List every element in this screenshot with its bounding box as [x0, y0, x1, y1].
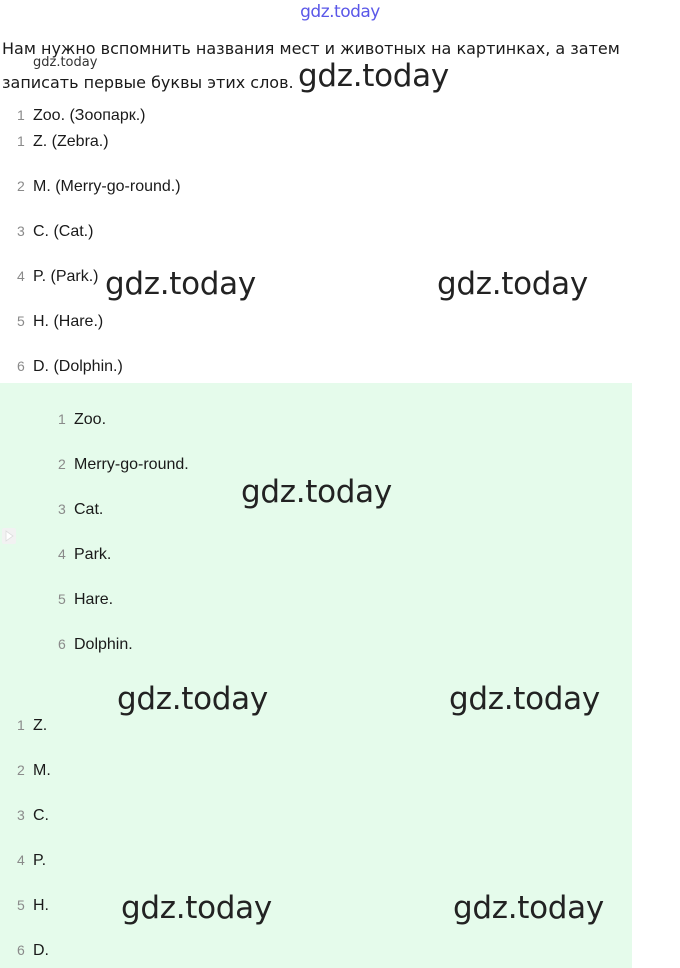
item-text: C.	[33, 807, 49, 824]
site-logo[interactable]: gdz.today	[300, 2, 380, 22]
watermark: gdz.today	[437, 266, 588, 302]
item-text: P. (Park.)	[33, 268, 99, 285]
watermark: gdz.today	[117, 681, 268, 717]
item-text: D.	[33, 942, 49, 959]
item-number: 2	[17, 178, 25, 194]
item-number: 2	[58, 456, 66, 472]
item-number: 3	[17, 223, 25, 239]
list-item	[58, 411, 106, 429]
list-item	[17, 178, 181, 196]
item-text: P.	[33, 852, 47, 869]
list-item	[17, 942, 49, 960]
play-arrow-icon[interactable]	[2, 528, 16, 544]
item-number: 6	[58, 636, 66, 652]
item-number: 5	[17, 313, 25, 329]
item-number: 4	[17, 268, 25, 284]
item-number: 4	[58, 546, 66, 562]
item-number: 6	[17, 942, 25, 958]
watermark: gdz.today	[121, 890, 272, 926]
list-item	[58, 546, 111, 564]
item-number: 1	[17, 133, 25, 149]
item-number: 5	[58, 591, 66, 607]
list-item	[17, 268, 99, 286]
item-text: Hare.	[74, 591, 114, 608]
watermark: gdz.today	[241, 474, 392, 510]
watermark: gdz.today	[449, 681, 600, 717]
item-number: 2	[17, 762, 25, 778]
list-item	[17, 807, 49, 825]
item-text: Cat.	[74, 501, 104, 518]
list-item	[58, 591, 113, 609]
item-text: D. (Dolphin.)	[33, 358, 123, 375]
item-text: M.	[33, 762, 51, 779]
list-item	[17, 107, 145, 125]
intro-text: Нам нужно вспомнить названия мест и животных на картинках, а затем записать первые буквы этих слов.	[2, 39, 620, 92]
list-item	[58, 636, 133, 654]
item-number: 1	[17, 107, 25, 123]
item-number: 3	[58, 501, 66, 517]
item-text: Z. (Zebra.)	[33, 133, 109, 150]
watermark: gdz.today	[453, 890, 604, 926]
list-item	[17, 717, 47, 735]
watermark-small: gdz.today	[33, 55, 98, 70]
item-text: Z.	[33, 717, 48, 734]
item-text: Merry-go-round.	[74, 456, 189, 473]
item-text: Zoo. (Зоопарк.)	[33, 107, 146, 124]
watermark: gdz.today	[105, 266, 256, 302]
item-number: 5	[17, 897, 25, 913]
list-item	[58, 456, 189, 474]
item-text: H. (Hare.)	[33, 313, 104, 330]
watermark: gdz.today	[298, 58, 449, 94]
list-item	[17, 897, 49, 915]
item-number: 1	[58, 411, 66, 427]
list-item	[17, 133, 109, 151]
item-text: H.	[33, 897, 49, 914]
list-item	[17, 852, 46, 870]
item-text: Zoo.	[74, 411, 107, 428]
item-number: 6	[17, 358, 25, 374]
item-number: 3	[17, 807, 25, 823]
list-item	[17, 358, 123, 376]
item-text: M. (Merry-go-round.)	[33, 178, 181, 195]
item-number: 4	[17, 852, 25, 868]
list-item	[17, 313, 103, 331]
list-item	[17, 762, 51, 780]
item-number: 1	[17, 717, 25, 733]
item-text: C. (Cat.)	[33, 223, 94, 240]
list-item	[58, 501, 103, 519]
item-text: Dolphin.	[74, 636, 133, 653]
item-text: Park.	[74, 546, 112, 563]
list-item	[17, 223, 93, 241]
